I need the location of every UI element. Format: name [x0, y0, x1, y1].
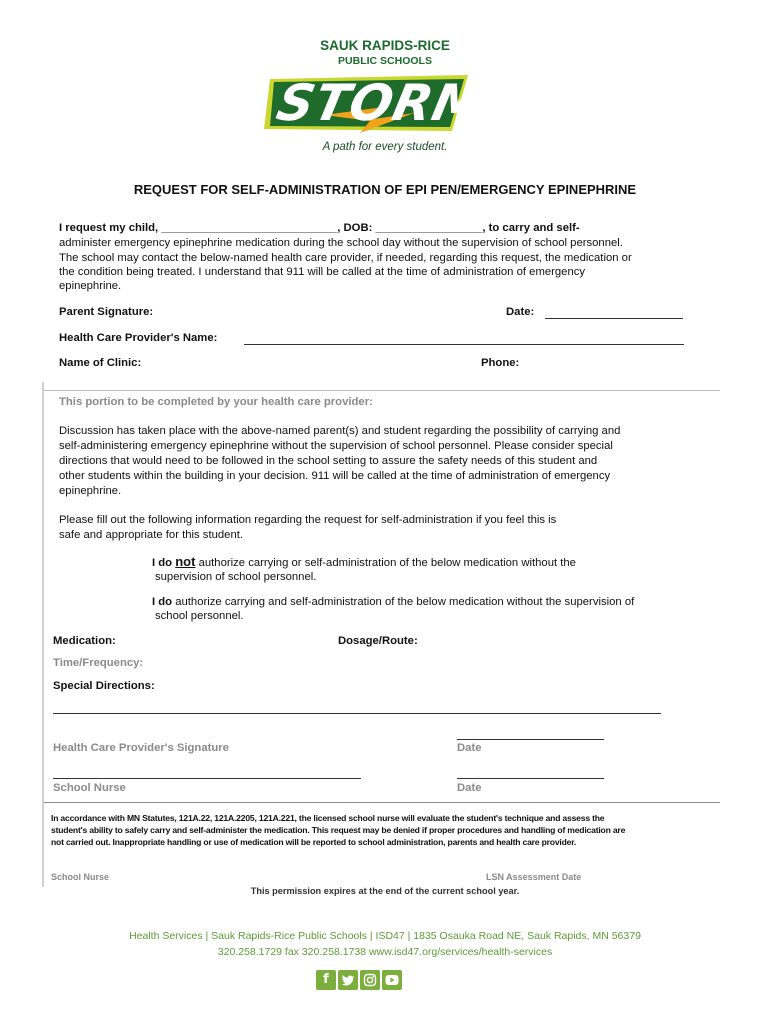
parent-signature-label: Parent Signature:: [59, 306, 154, 318]
option-do-not-text: authorize carrying or self-administration of the below medication without the: [195, 557, 576, 569]
footer-contact: 320.258.1729 fax 320.258.1738 www.isd47.org/services/health-services: [217, 946, 553, 958]
medication-label: Medication:: [53, 635, 116, 647]
expiry-note: This permission expires at the end of the current school year.: [250, 886, 520, 896]
provider-name-field[interactable]: [244, 344, 684, 345]
discussion-line-2: self-administering emergency epinephrine without the supervision of school personnel. Please consider special: [59, 440, 613, 452]
facebook-icon[interactable]: f: [316, 970, 336, 990]
provider-section-label: This portion to be completed by your health care provider:: [59, 396, 373, 408]
intro-line-1: I request my child, ____________________________, DOB: _________________, to carry and self-: [59, 222, 580, 234]
nurse-date-label: Date: [457, 782, 482, 794]
nurse-date-field[interactable]: [457, 778, 604, 779]
phone-label: Phone:: [481, 357, 520, 369]
parent-date-field[interactable]: [545, 318, 683, 319]
statute-divider: [44, 802, 720, 803]
time-frequency-label: Time/Frequency:: [53, 657, 144, 669]
option-do-prefix: I do: [152, 596, 173, 608]
dosage-label: Dosage/Route:: [338, 635, 418, 647]
provider-signature-label: Health Care Provider's Signature: [53, 742, 229, 754]
district-name: SAUK RAPIDS-RICE: [320, 38, 450, 53]
option-do-line-2: school personnel.: [155, 610, 244, 622]
discussion-line-1: Discussion has taken place with the above-named parent(s) and student regarding the possibility of carrying and: [59, 425, 621, 437]
intro-line-5: epinephrine.: [59, 280, 122, 292]
intro-line-2: administer emergency epinephrine medication during the school day without the supervision of school personnel.: [59, 237, 623, 249]
provider-date-label: Date: [457, 742, 482, 754]
bottom-nurse-label: School Nurse: [51, 872, 110, 882]
district-subname: PUBLIC SCHOOLS: [338, 55, 432, 67]
clinic-label: Name of Clinic:: [59, 357, 142, 369]
provider-date-field[interactable]: [457, 739, 604, 740]
provider-name-label: Health Care Provider's Name:: [59, 332, 218, 344]
fillout-line-2: safe and appropriate for this student.: [59, 529, 244, 541]
form-title: REQUEST FOR SELF-ADMINISTRATION OF EPI PEN/EMERGENCY EPINEPHRINE: [133, 182, 637, 197]
storm-logo: [264, 71, 491, 135]
storm-wordmark: STORM: [271, 74, 491, 132]
discussion-line-3: directions that would need to be followed in the school setting to assure the safety needs of this student and: [59, 455, 598, 467]
option-not-word: not: [175, 554, 196, 569]
option-do-not-prefix: I do: [152, 557, 176, 569]
intro-line-3: The school may contact the below-named health care provider, if needed, regarding this request, the medication or: [59, 252, 632, 264]
twitter-icon[interactable]: [338, 970, 358, 990]
section-divider: [44, 390, 720, 391]
footer-address: Health Services | Sauk Rapids-Rice Public Schools | ISD47 | 1835 Osauka Road NE, Sauk Rapids, MN 56379: [129, 930, 641, 942]
statute-line-1: In accordance with MN Statutes, 121A.22, 121A.2205, 121A.221, the licensed school nurse will evaluate the student's technique and assess the: [51, 813, 605, 823]
left-border: [42, 382, 44, 887]
option-do-not-line-2: supervision of school personnel.: [155, 571, 317, 583]
lsn-assessment-label: LSN Assessment Date: [486, 872, 582, 882]
school-nurse-field[interactable]: [53, 778, 361, 779]
special-directions-label: Special Directions:: [53, 680, 155, 692]
discussion-line-5: epinephrine.: [59, 485, 122, 497]
instagram-icon[interactable]: [360, 970, 380, 990]
option-do-text: authorize carrying and self-administration of the below medication without the supervision of: [172, 596, 635, 608]
youtube-icon[interactable]: [382, 970, 402, 990]
option-do-not[interactable]: [152, 554, 576, 572]
special-directions-field[interactable]: [53, 713, 661, 714]
statute-line-3: not carried out. Inappropriate handling or use of medication will be reported to school administration, parents and health care provider.: [51, 837, 577, 847]
parent-date-label: Date:: [506, 306, 535, 318]
intro-line-4: the condition being treated. I understand that 911 will be called at the time of administration of emergency: [59, 266, 586, 278]
discussion-line-4: other students within the building in your decision. 911 will be called at the time of administration of emergency: [59, 470, 611, 482]
tagline: A path for every student.: [322, 141, 448, 153]
school-nurse-label: School Nurse: [53, 782, 126, 794]
statute-line-2: student's ability to safely carry and self-administer the medication. This request may be denied if proper procedures and handling of medication are: [51, 825, 626, 835]
fillout-line-1: Please fill out the following information regarding the request for self-administration if you feel this is: [59, 514, 557, 526]
